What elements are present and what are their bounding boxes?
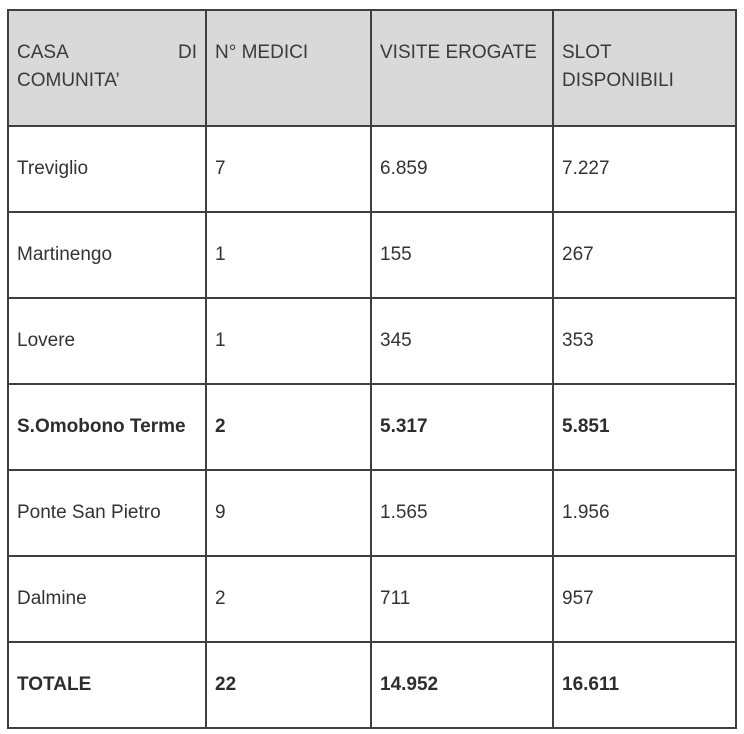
table-row — [8, 470, 736, 556]
cell-visite: 1.565 — [371, 470, 553, 556]
table-row-highlighted — [8, 384, 736, 470]
cell-slot: 957 — [553, 556, 736, 642]
cell-casa: Lovere — [8, 298, 206, 384]
table-container — [7, 9, 737, 729]
header-casa-word: CASA — [17, 42, 69, 63]
cell-casa: S.Omobono Terme — [8, 384, 206, 470]
cell-slot: 1.956 — [553, 470, 736, 556]
table-row-totale — [8, 642, 736, 728]
cell-medici: 9 — [206, 470, 371, 556]
cell-slot: 267 — [553, 212, 736, 298]
cell-visite: 5.317 — [371, 384, 553, 470]
cell-medici: 7 — [206, 126, 371, 212]
table-row — [8, 556, 736, 642]
table-row — [8, 298, 736, 384]
cell-casa: Martinengo — [8, 212, 206, 298]
casa-comunita-table — [7, 9, 737, 729]
cell-medici: 1 — [206, 298, 371, 384]
cell-slot: 16.611 — [553, 642, 736, 728]
cell-medici: 1 — [206, 212, 371, 298]
table-row — [8, 212, 736, 298]
header-di-word: DI — [178, 42, 197, 63]
cell-visite: 6.859 — [371, 126, 553, 212]
header-casa-comunita — [8, 10, 206, 126]
cell-medici: 22 — [206, 642, 371, 728]
cell-visite: 345 — [371, 298, 553, 384]
cell-slot: 7.227 — [553, 126, 736, 212]
header-n-medici: N° MEDICI — [206, 10, 371, 126]
cell-casa: Ponte San Pietro — [8, 470, 206, 556]
header-row — [8, 10, 736, 126]
cell-casa: Dalmine — [8, 556, 206, 642]
header-slot-disponibili: SLOT DISPONIBILI — [553, 10, 736, 126]
cell-slot: 353 — [553, 298, 736, 384]
cell-visite: 14.952 — [371, 642, 553, 728]
cell-medici: 2 — [206, 384, 371, 470]
cell-slot: 5.851 — [553, 384, 736, 470]
cell-casa: TOTALE — [8, 642, 206, 728]
cell-visite: 155 — [371, 212, 553, 298]
cell-casa: Treviglio — [8, 126, 206, 212]
cell-medici: 2 — [206, 556, 371, 642]
cell-visite: 711 — [371, 556, 553, 642]
table-row — [8, 126, 736, 212]
header-visite-erogate: VISITE EROGATE — [371, 10, 553, 126]
header-comunita-word: COMUNITA’ — [17, 70, 120, 91]
